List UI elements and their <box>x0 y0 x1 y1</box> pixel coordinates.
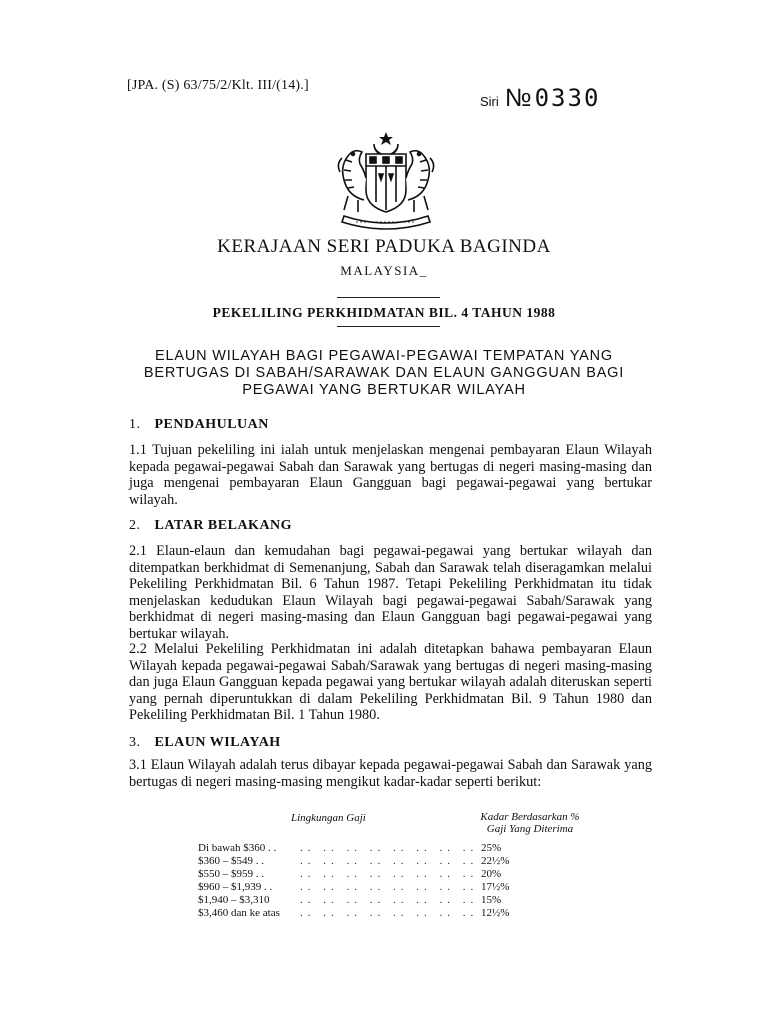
paragraph: 2.1 Elaun-elaun dan kemudahan bagi pegawai-pegawai yang bertukar wilayah dan ditempatkan berkhidmat di Semenanjung, Sabah dan Sarawak telah diseragamkan melalui Pekeliling Perkhidmatan Bil. 6 Tahun 1987. Tetapi Pekeliling Perkhidmatan itu tidak menjelaskan kedudukan Elaun Wilayah bagi pegawai-pegawai Sabah/Sarawak yang berkhidmat di negeri masing-masing dan Elaun Gangguan bagi pegawai-pegawai yang bertukar wilayah. <box>129 543 652 642</box>
paragraph: 3.1 Elaun Wilayah adalah terus dibayar kepada pegawai-pegawai Sabah dan Sarawak yang bertugas di negeri masing-masing mengikut kadar-kadar seperti berikut: <box>129 757 652 790</box>
dot-leader: .. .. .. .. .. .. .. .. <box>300 881 479 893</box>
rate-value: 17½% <box>481 881 510 893</box>
dot-leader: .. .. .. .. .. .. .. .. <box>300 868 479 880</box>
divider-top <box>337 297 440 298</box>
divider-bottom <box>337 326 440 327</box>
reference-number: [JPA. (S) 63/75/2/Klt. III/(14).] <box>127 78 309 93</box>
column-header-rate <box>470 811 590 835</box>
rate-value: 25% <box>481 842 502 854</box>
serial-label: Siri <box>480 94 499 109</box>
government-title: KERAJAAN SERI PADUKA BAGINDA <box>217 236 551 257</box>
dot-leader: .. .. .. .. .. .. .. .. <box>300 907 479 919</box>
salary-range: $360 – $549 . . <box>198 855 264 867</box>
numero-sign: № <box>504 84 532 112</box>
section-title: PENDAHULUAN <box>154 417 269 432</box>
table-row <box>198 894 558 907</box>
section-heading <box>129 518 292 534</box>
salary-range: $1,940 – $3,310 <box>198 894 270 906</box>
dot-leader: .. .. .. .. .. .. .. .. <box>300 842 479 854</box>
salary-range: $550 – $959 . . <box>198 868 264 880</box>
paragraph: 2.2 Melalui Pekeliling Perkhidmatan ini adalah ditetapkan bahawa pembayaran Elaun Wilayah kepada pegawai-pegawai Sabah/Sarawak yang bertugas di negeri masing-masing dan juga Elaun Gangguan kepada pegawai yang bertukar wilayah adalah diteruskan seperti yang pernah diperuntukkan di dalam Pekeliling Perkhidmatan Bil. 9 Tahun 1980 dan Pekeliling Perkhidmatan Bil. 1 Tahun 1980. <box>129 641 652 723</box>
column-header-rate-line1: Kadar Berdasarkan % <box>480 811 580 823</box>
country-name: MALAYSIA_ <box>340 263 428 278</box>
salary-range: Di bawah $360 . . <box>198 842 277 854</box>
section-number: 2. <box>129 518 141 533</box>
serial-number <box>480 84 600 113</box>
rate-value: 20% <box>481 868 502 880</box>
paragraph: 1.1 Tujuan pekeliling ini ialah untuk menjelaskan mengenai pembayaran Elaun Wilayah kepada pegawai-pegawai Sabah dan Sarawak yang bertugas di negeri masing-masing dan juga mengenai pembayaran Elaun Gangguan bagi pegawai-pegawai yang bertukar wilayah. <box>129 442 652 508</box>
salary-range: $3,460 dan ke atas <box>198 907 280 919</box>
malaysia-coat-of-arms-icon <box>326 130 446 230</box>
column-header-salary: Lingkungan Gaji <box>291 812 366 824</box>
section-heading <box>129 735 281 751</box>
circular-title: PEKELILING PERKHIDMATAN BIL. 4 TAHUN 1988 <box>212 305 556 320</box>
column-header-rate-line2: Gaji Yang Diterima <box>486 823 574 835</box>
section-title: LATAR BELAKANG <box>154 518 293 533</box>
dot-leader: .. .. .. .. .. .. .. .. <box>300 855 479 867</box>
salary-range: $960 – $1,939 . . <box>198 881 273 893</box>
section-heading <box>129 417 269 433</box>
table-row <box>198 868 558 881</box>
section-number: 1. <box>129 417 141 432</box>
rate-value: 12½% <box>481 907 510 919</box>
table-row <box>198 881 558 894</box>
dot-leader: .. .. .. .. .. .. .. .. <box>300 894 479 906</box>
section-title: ELAUN WILAYAH <box>154 735 281 750</box>
subject-heading: ELAUN WILAYAH BAGI PEGAWAI-PEGAWAI TEMPATAN YANG BERTUGAS DI SABAH/SARAWAK DAN ELAUN GANGGUAN BAGI PEGAWAI YANG BERTUKAR WILAYAH <box>143 348 625 398</box>
table-row <box>198 855 558 868</box>
rate-value: 15% <box>481 894 502 906</box>
table-row <box>198 842 558 855</box>
table-row <box>198 907 558 920</box>
serial-value: 0330 <box>534 84 601 112</box>
rate-value: 22½% <box>481 855 510 867</box>
section-number: 3. <box>129 735 141 750</box>
